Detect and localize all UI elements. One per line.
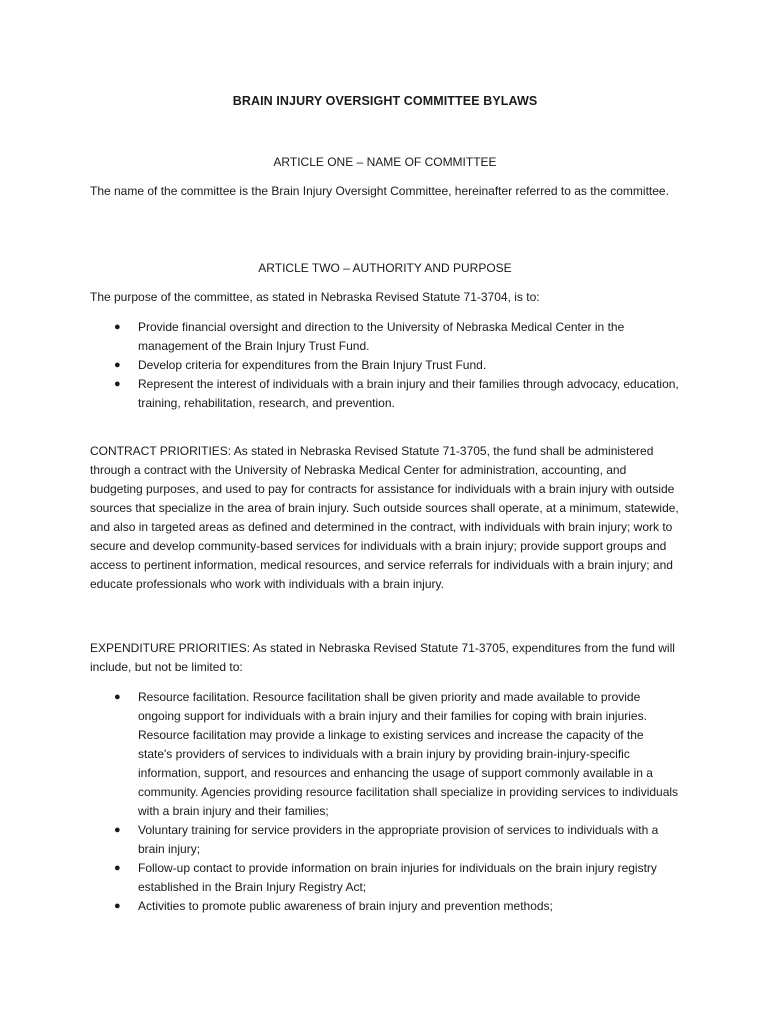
list-item [90, 821, 680, 859]
bullet-icon: ● [114, 900, 121, 912]
article-one-heading: ARTICLE ONE – NAME OF COMMITTEE [273, 155, 497, 169]
bullet-icon: ● [114, 691, 121, 703]
purpose-list [90, 318, 680, 413]
bullet-icon: ● [114, 824, 121, 836]
list-item [90, 859, 680, 897]
bullet-icon: ● [114, 359, 121, 371]
list-item [90, 356, 680, 375]
article-two-intro: The purpose of the committee, as stated in Nebraska Revised Statute 71-3704, is to: [90, 290, 540, 304]
list-item-text: Develop criteria for expenditures from the Brain Injury Trust Fund. [138, 358, 487, 372]
bullet-icon: ● [114, 378, 121, 390]
list-item [90, 688, 680, 821]
document-title: BRAIN INJURY OVERSIGHT COMMITTEE BYLAWS [232, 94, 538, 108]
list-item [90, 375, 680, 413]
list-item-text: Resource facilitation. Resource facilitation shall be given priority and made available to provide ongoing support for individuals with a brain injury and their families for coping with brain injuries. Resource facilitation may provide a linkage to existing services and increase the capacity of the state's providers of services to individuals with a brain injury by providing brain-injury-specific information, support, and resources and enhancing the usage of support commonly available in a community. Agencies providing resource facilitation shall specialize in providing services to individuals with a brain injury and their families; [138, 690, 679, 818]
list-item-text: Follow-up contact to provide information on brain injuries for individuals on the brain injury registry established in the Brain Injury Registry Act; [138, 861, 657, 894]
article-two-heading: ARTICLE TWO – AUTHORITY AND PURPOSE [258, 261, 512, 275]
contract-priorities-text: CONTRACT PRIORITIES: As stated in Nebraska Revised Statute 71-3705, the fund shall be administered through a contract with the University of Nebraska Medical Center for administration, accounting, and budgeting purposes, and used to pay for contracts for assistance for individuals with a brain injury with outside sources that specialize in the area of brain injury. Such outside sources shall operate, at a minimum, statewide, and also in targeted areas as defined and determined in the contract, with individuals with brain injury; work to secure and develop community-based services for individuals with a brain injury; provide support groups and access to pertinent information, medical resources, and service referrals for individuals with a brain injury; and educate professionals who work with individuals with a brain injury. [90, 444, 679, 591]
list-item [90, 897, 680, 916]
bullet-icon: ● [114, 321, 121, 333]
bullet-icon: ● [114, 862, 121, 874]
list-item-text: Represent the interest of individuals with a brain injury and their families through advocacy, education, training, rehabilitation, research, and prevention. [138, 377, 679, 410]
list-item [90, 318, 680, 356]
list-item-text: Provide financial oversight and direction to the University of Nebraska Medical Center in the management of the Brain Injury Trust Fund. [138, 320, 625, 353]
list-item-text: Activities to promote public awareness of brain injury and prevention methods; [138, 899, 553, 913]
article-one-text: The name of the committee is the Brain Injury Oversight Committee, hereinafter referred to as the committee. [90, 184, 669, 198]
expenditure-priorities-intro: EXPENDITURE PRIORITIES: As stated in Nebraska Revised Statute 71-3705, expenditures from the fund will include, but not be limited to: [90, 641, 675, 674]
expenditure-list [90, 688, 680, 916]
list-item-text: Voluntary training for service providers in the appropriate provision of services to individuals with a brain injury; [138, 823, 659, 856]
